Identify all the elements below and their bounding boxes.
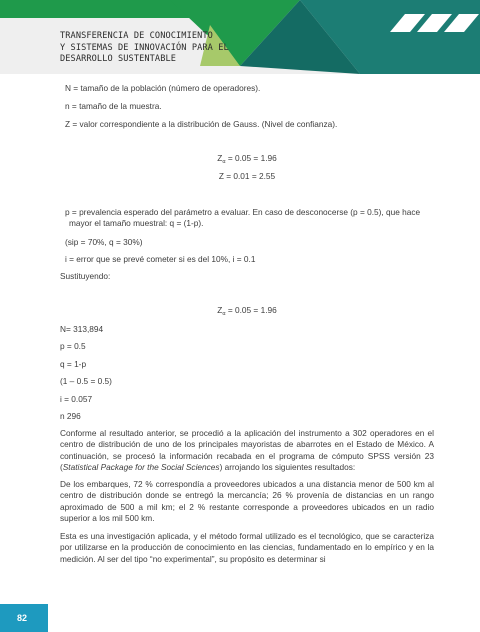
sustituyendo-label: Sustituyendo: [60, 271, 111, 281]
p-value: p = 0.5 [60, 341, 86, 351]
definition-N: N = tamaño de la población (número de operadores). [65, 83, 261, 93]
z-alpha-value: = 0.05 = 1.96 [225, 153, 277, 163]
header-title [60, 31, 260, 66]
z-alpha-base: Z [217, 153, 223, 163]
header-title-line-3: DESARROLLO SUSTENTABLE [60, 54, 177, 64]
z-alpha-subscript: α [222, 159, 226, 165]
q-value: q = 1-p [60, 359, 87, 369]
paragraph-results-part-2: ) arrojando los siguientes resultados: [219, 462, 356, 473]
n-result: n 296 [60, 411, 81, 421]
z2-subscript: α [222, 311, 226, 317]
sip-values: (sip = 70%, q = 30%) [65, 237, 143, 247]
header-title-line-2: Y SISTEMAS DE INNOVACIÓN PARA EL [60, 42, 229, 53]
definition-i: i = error que se prevé cometer si es del 10%, i = 0.1 [65, 254, 256, 264]
definition-n: n = tamaño de la muestra. [65, 101, 162, 111]
definition-p: p = prevalencia esperado del parámetro a evaluar. En caso de desconocerse (p = 0.5), que hace mayor el tamaño muestral: q = (1-p). [65, 207, 421, 229]
definition-Z: Z = valor correspondiente a la distribución de Gauss. (Nivel de confianza). [65, 119, 338, 129]
paragraph-results-part-1: Conforme al resultado anterior, se procedió a la aplicación del instrumento a 302 operadores en el centro de distribución de uno de los principales mayoristas de abarrotes en el Estado de México. A continuación, se procesó la información recabada en el programa de cómputo SPSS versión 23 ( [60, 428, 434, 473]
N-value: N= 313,894 [60, 324, 104, 334]
paragraph-investigacion: Esta es una investigación aplicada, y el método formal utilizado es el tecnológico, que se caracteriza por utilizarse en la producción de conocimiento en las ciencias, fundamentado en lo empírico y en la medición. Al ser del tipo “no experimental”, su propósito es determinar si [60, 531, 434, 564]
spss-full-name: Statistical Package for the Social Sciences [62, 462, 220, 473]
z2-formula [60, 305, 434, 318]
z2-base: Z [217, 305, 223, 315]
z-alpha-formula [60, 153, 434, 166]
page-number: 82 [16, 613, 27, 623]
header-title-line-1: TRANSFERENCIA DE CONOCIMIENTO [60, 31, 213, 41]
i-value: i = 0.057 [60, 394, 93, 404]
q-calculation: (1 – 0.5 = 0.5) [60, 376, 112, 386]
paragraph-results [60, 428, 434, 474]
page-header [0, 0, 480, 74]
paragraph-embarques: De los embarques, 72 % correspondía a proveedores ubicados a una distancia menor de 500 km al centro de distribución donde se entregó la mercancía; 26 % provenía de distancias en un rango aproximado de 500 a mil km; el 2 % restante corresponde a proveedores ubicados en un radio superior a los mil 500 km. [60, 479, 434, 524]
z2-value: = 0.05 = 1.96 [225, 305, 277, 315]
z-001-formula: Z = 0.01 = 2.55 [218, 171, 276, 181]
